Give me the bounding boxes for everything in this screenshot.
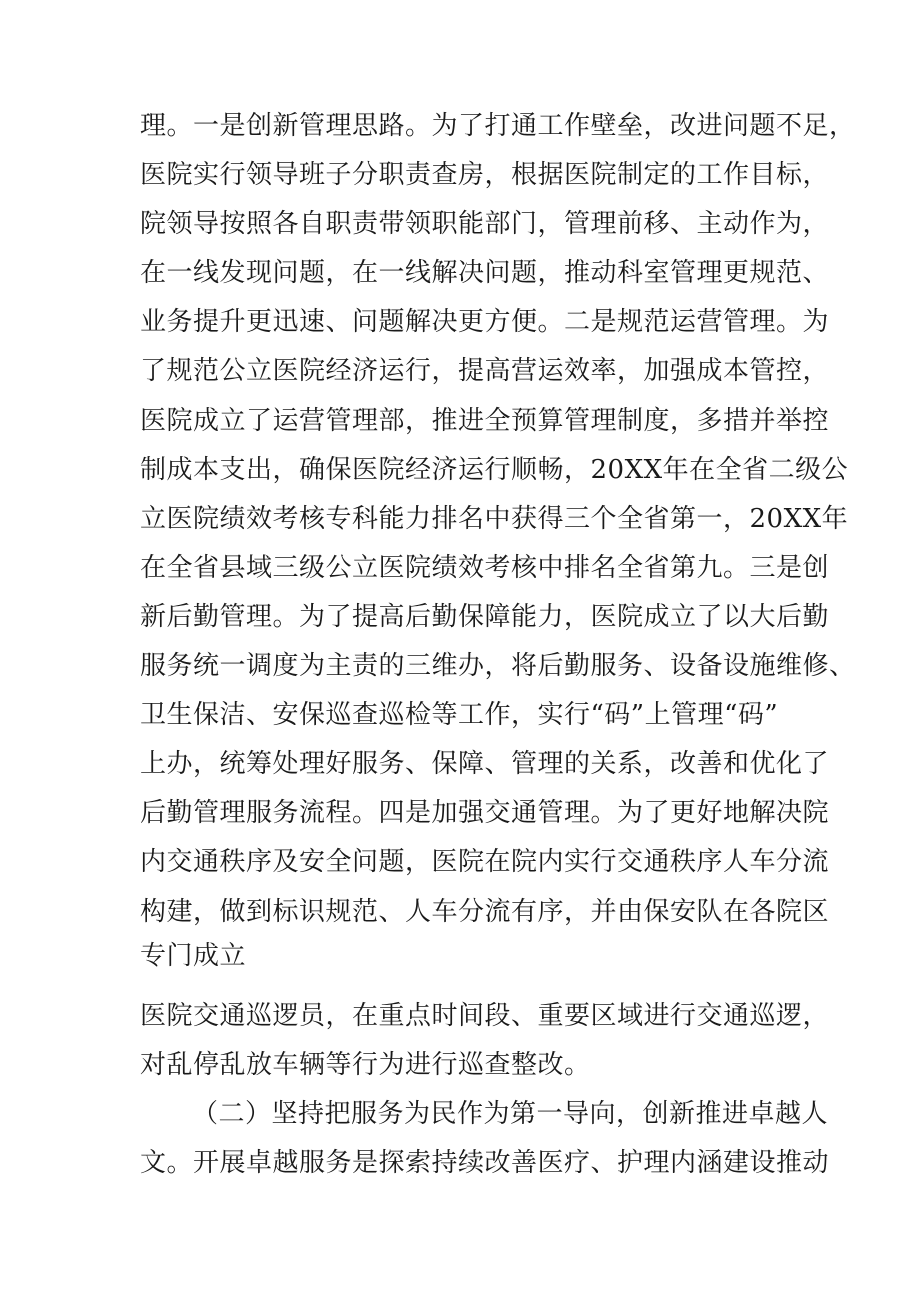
text-line: 医院成立了运营管理部，推进全预算管理制度，多措并举控 xyxy=(140,406,830,436)
text-line: 院领导按照各自职责带领职能部门，管理前移、主动作为， xyxy=(140,209,830,239)
text-line: 制成本支出，确保医院经济运行顺畅，20XX年在全省二级公 xyxy=(140,455,849,485)
text-line: 卫生保洁、安保巡查巡检等工作，实行“码”上管理“码” xyxy=(140,700,779,730)
text-line: 构建，做到标识规范、人车分流有序，并由保安队在各院区 xyxy=(140,897,830,927)
text-line: 业务提升更迅速、问题解决更方便。二是规范运营管理。为 xyxy=(140,307,830,337)
text-line: 新后勤管理。为了提高后勤保障能力，医院成立了以大后勤 xyxy=(140,602,830,632)
text-line: 文。开展卓越服务是探索持续改善医疗、护理内涵建设推动 xyxy=(140,1148,830,1178)
text-line: 在一线发现问题，在一线解决问题，推动科室管理更规范、 xyxy=(140,258,830,288)
section-heading-line: （二）坚持把服务为民作为第一导向，创新推进卓越人 xyxy=(192,1099,829,1129)
text-line: 后勤管理服务流程。四是加强交通管理。为了更好地解决院 xyxy=(140,798,830,828)
text-line: 了规范公立医院经济运行，提高营运效率，加强成本管控， xyxy=(140,356,830,386)
text-line: 上办，统筹处理好服务、保障、管理的关系，改善和优化了 xyxy=(140,749,830,779)
text-line: 对乱停乱放车辆等行为进行巡查整改。 xyxy=(140,1050,591,1080)
text-line: 专门成立 xyxy=(140,941,247,971)
text-line: 服务统一调度为主责的三维办，将后勤服务、设备设施维修、 xyxy=(140,651,856,681)
text-line: 内交通秩序及安全问题，医院在院内实行交通秩序人车分流 xyxy=(140,847,830,877)
text-line: 在全省县域三级公立医院绩效考核中排名全省第九。三是创 xyxy=(140,553,830,583)
text-line: 理。一是创新管理思路。为了打通工作壁垒，改进问题不足， xyxy=(140,111,856,141)
text-line: 医院实行领导班子分职责查房，根据医院制定的工作目标， xyxy=(140,160,830,190)
text-line: 立医院绩效考核专科能力排名中获得三个全省第一，20XX年 xyxy=(140,504,849,534)
text-line: 医院交通巡逻员，在重点时间段、重要区域进行交通巡逻， xyxy=(140,1001,830,1031)
